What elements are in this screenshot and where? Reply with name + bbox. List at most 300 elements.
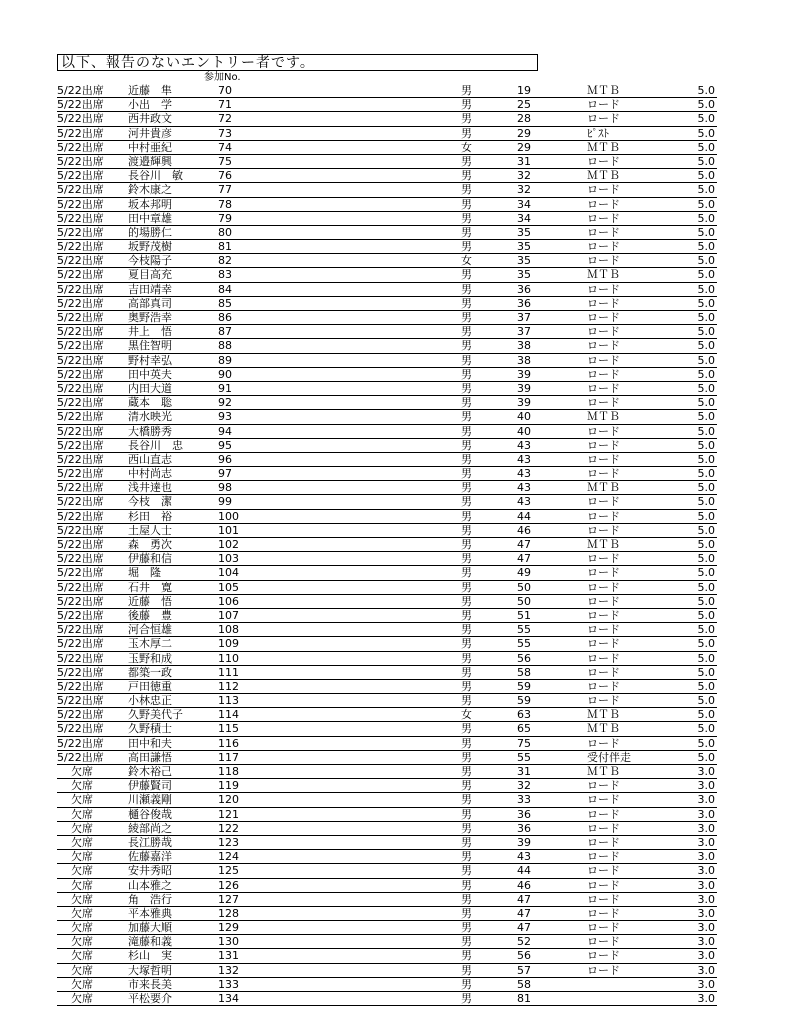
name-cell: 渡邉輝興	[128, 154, 172, 168]
distance-cell: 5.0	[697, 112, 715, 126]
category-cell: ロード	[587, 183, 620, 197]
name-cell: 河合恒雄	[128, 623, 172, 637]
age-cell: 47	[517, 921, 531, 935]
table-row	[57, 609, 717, 623]
entry-number-cell: 83	[218, 268, 232, 282]
status-cell: 5/22出席	[57, 651, 104, 665]
status-cell: 5/22出席	[57, 353, 104, 367]
distance-cell: 5.0	[697, 396, 715, 410]
entry-number-cell: 131	[218, 949, 239, 963]
age-cell: 47	[517, 552, 531, 566]
entry-number-cell: 124	[218, 850, 239, 864]
status-cell: 5/22出席	[57, 296, 104, 310]
name-cell: 加藤大順	[128, 921, 172, 935]
name-cell: 後藤 豊	[128, 608, 172, 622]
table-row	[57, 623, 717, 637]
entry-number-header: 参加No.	[204, 72, 241, 83]
distance-cell: 5.0	[697, 623, 715, 637]
name-cell: 坂本邦明	[128, 197, 172, 211]
table-row	[57, 765, 717, 779]
sex-cell: 男	[461, 623, 472, 637]
status-cell: 5/22出席	[57, 84, 104, 97]
category-cell: ロード	[587, 637, 620, 651]
status-cell: 5/22出席	[57, 566, 104, 580]
sex-cell: 男	[461, 665, 472, 679]
distance-cell: 3.0	[697, 992, 715, 1005]
category-cell: ロード	[587, 878, 620, 892]
entry-number-cell: 105	[218, 580, 239, 594]
age-cell: 36	[517, 807, 531, 821]
sex-cell: 男	[461, 921, 472, 935]
category-cell: ＭＴＢ	[587, 410, 620, 424]
name-cell: 川瀬義剛	[128, 793, 172, 807]
name-cell: 平松要介	[128, 992, 172, 1005]
status-cell: 5/22出席	[57, 594, 104, 608]
age-cell: 50	[517, 594, 531, 608]
category-cell: ロード	[587, 211, 620, 225]
entry-number-cell: 121	[218, 807, 239, 821]
sex-cell: 男	[461, 452, 472, 466]
table-row	[57, 226, 717, 240]
distance-cell: 5.0	[697, 566, 715, 580]
age-cell: 49	[517, 566, 531, 580]
category-cell: ＭＴＢ	[587, 268, 620, 282]
name-cell: 浅井達也	[128, 481, 172, 495]
age-cell: 44	[517, 864, 531, 878]
category-cell: ロード	[587, 240, 620, 254]
category-cell: ロード	[587, 580, 620, 594]
name-cell: 黒住智明	[128, 339, 172, 353]
table-row	[57, 84, 717, 98]
name-cell: 田中英夫	[128, 367, 172, 381]
category-cell: ロード	[587, 835, 620, 849]
name-cell: 蔵本 聡	[128, 396, 172, 410]
distance-cell: 3.0	[697, 921, 715, 935]
entry-number-cell: 117	[218, 750, 239, 764]
status-cell: 欠席	[71, 835, 93, 849]
entry-number-cell: 89	[218, 353, 232, 367]
age-cell: 58	[517, 665, 531, 679]
entry-number-cell: 84	[218, 282, 232, 296]
distance-cell: 3.0	[697, 765, 715, 778]
distance-cell: 3.0	[697, 977, 715, 991]
status-cell: 5/22出席	[57, 509, 104, 523]
age-cell: 65	[517, 722, 531, 736]
sex-cell: 男	[461, 835, 472, 849]
entry-number-cell: 97	[218, 467, 232, 481]
table-row	[57, 254, 717, 268]
distance-cell: 5.0	[697, 140, 715, 154]
table-row	[57, 396, 717, 410]
name-cell: 土屋人士	[128, 523, 172, 537]
sex-cell: 女	[461, 708, 472, 722]
distance-cell: 5.0	[697, 438, 715, 452]
table-row	[57, 410, 717, 424]
sex-cell: 男	[461, 126, 472, 140]
name-cell: 安井秀昭	[128, 864, 172, 878]
table-row	[57, 935, 717, 949]
entry-number-cell: 130	[218, 935, 239, 949]
age-cell: 43	[517, 495, 531, 509]
category-cell: ロード	[587, 438, 620, 452]
status-cell: 欠席	[71, 992, 93, 1005]
distance-cell: 5.0	[697, 481, 715, 495]
table-row	[57, 481, 717, 495]
age-cell: 43	[517, 452, 531, 466]
age-cell: 39	[517, 396, 531, 410]
category-cell: ロード	[587, 608, 620, 622]
status-cell: 5/22出席	[57, 282, 104, 296]
status-cell: 5/22出席	[57, 580, 104, 594]
status-cell: 欠席	[71, 821, 93, 835]
table-row	[57, 112, 717, 126]
sex-cell: 男	[461, 169, 472, 183]
age-cell: 81	[517, 992, 531, 1005]
age-cell: 44	[517, 509, 531, 523]
sex-cell: 男	[461, 438, 472, 452]
status-cell: 5/22出席	[57, 538, 104, 551]
distance-cell: 3.0	[697, 864, 715, 878]
table-row	[57, 283, 717, 297]
name-cell: 玉木厚二	[128, 637, 172, 651]
distance-cell: 5.0	[697, 722, 715, 736]
category-cell: ロード	[587, 225, 620, 239]
sex-cell: 男	[461, 935, 472, 949]
sex-cell: 男	[461, 467, 472, 481]
sex-cell: 男	[461, 651, 472, 665]
sex-cell: 男	[461, 793, 472, 807]
sex-cell: 女	[461, 254, 472, 268]
age-cell: 38	[517, 353, 531, 367]
distance-cell: 5.0	[697, 183, 715, 197]
category-cell: ロード	[587, 921, 620, 935]
name-cell: 滝藤和義	[128, 935, 172, 949]
category-cell: ロード	[587, 566, 620, 580]
distance-cell: 5.0	[697, 608, 715, 622]
status-cell: 5/22出席	[57, 225, 104, 239]
status-cell: 5/22出席	[57, 154, 104, 168]
entry-number-cell: 102	[218, 538, 239, 551]
entry-number-cell: 122	[218, 821, 239, 835]
distance-cell: 5.0	[697, 580, 715, 594]
status-cell: 5/22出席	[57, 736, 104, 750]
distance-cell: 5.0	[697, 339, 715, 353]
table-row	[57, 864, 717, 878]
status-cell: 欠席	[71, 793, 93, 807]
status-cell: 5/22出席	[57, 637, 104, 651]
entry-number-cell: 85	[218, 296, 232, 310]
table-row	[57, 382, 717, 396]
status-cell: 5/22出席	[57, 424, 104, 438]
table-row	[57, 949, 717, 963]
category-cell: 受付伴走	[587, 750, 631, 764]
entry-number-cell: 115	[218, 722, 239, 736]
category-cell: ロード	[587, 821, 620, 835]
category-cell: ロード	[587, 353, 620, 367]
distance-cell: 5.0	[697, 197, 715, 211]
table-row	[57, 751, 717, 765]
table-row	[57, 141, 717, 155]
category-cell: ロード	[587, 495, 620, 509]
distance-cell: 5.0	[697, 240, 715, 254]
age-cell: 46	[517, 878, 531, 892]
age-cell: 35	[517, 225, 531, 239]
sex-cell: 男	[461, 580, 472, 594]
name-cell: 中村尚志	[128, 467, 172, 481]
status-cell: 5/22出席	[57, 140, 104, 154]
sex-cell: 男	[461, 410, 472, 424]
age-cell: 63	[517, 708, 531, 722]
status-cell: 欠席	[71, 864, 93, 878]
entry-number-cell: 98	[218, 481, 232, 495]
name-cell: 市来長美	[128, 977, 172, 991]
sex-cell: 男	[461, 892, 472, 906]
entry-number-cell: 96	[218, 452, 232, 466]
sex-cell: 男	[461, 154, 472, 168]
name-cell: 野村幸弘	[128, 353, 172, 367]
entry-number-cell: 79	[218, 211, 232, 225]
age-cell: 55	[517, 623, 531, 637]
distance-cell: 5.0	[697, 169, 715, 183]
category-cell: ロード	[587, 98, 620, 112]
distance-cell: 5.0	[697, 509, 715, 523]
entry-number-cell: 87	[218, 325, 232, 339]
table-row	[57, 240, 717, 254]
table-row	[57, 212, 717, 226]
category-cell: ロード	[587, 694, 620, 708]
entry-number-cell: 90	[218, 367, 232, 381]
entry-number-cell: 95	[218, 438, 232, 452]
age-cell: 29	[517, 140, 531, 154]
status-cell: 5/22出席	[57, 438, 104, 452]
sex-cell: 男	[461, 552, 472, 566]
status-cell: 5/22出席	[57, 311, 104, 324]
category-cell: ロード	[587, 325, 620, 339]
sex-cell: 男	[461, 112, 472, 126]
age-cell: 59	[517, 694, 531, 708]
status-cell: 5/22出席	[57, 268, 104, 282]
age-cell: 56	[517, 651, 531, 665]
distance-cell: 5.0	[697, 424, 715, 438]
name-cell: 杉田 裕	[128, 509, 172, 523]
distance-cell: 5.0	[697, 538, 715, 551]
table-row	[57, 297, 717, 311]
sex-cell: 男	[461, 977, 472, 991]
sex-cell: 男	[461, 807, 472, 821]
status-cell: 5/22出席	[57, 623, 104, 637]
status-cell: 欠席	[71, 906, 93, 920]
name-cell: 清水映光	[128, 410, 172, 424]
entry-number-cell: 100	[218, 509, 239, 523]
entry-number-cell: 81	[218, 240, 232, 254]
entry-number-cell: 103	[218, 552, 239, 566]
name-cell: 平本雅典	[128, 906, 172, 920]
category-cell: ロード	[587, 651, 620, 665]
entry-number-cell: 80	[218, 225, 232, 239]
category-cell: ロード	[587, 452, 620, 466]
age-cell: 39	[517, 381, 531, 395]
status-cell: 5/22出席	[57, 211, 104, 225]
distance-cell: 5.0	[697, 750, 715, 764]
age-cell: 35	[517, 240, 531, 254]
name-cell: 石井 寛	[128, 580, 172, 594]
age-cell: 36	[517, 296, 531, 310]
age-cell: 43	[517, 481, 531, 495]
name-cell: 田中章雄	[128, 211, 172, 225]
status-cell: 5/22出席	[57, 452, 104, 466]
table-row	[57, 722, 717, 736]
table-row	[57, 368, 717, 382]
distance-cell: 5.0	[697, 211, 715, 225]
table-row	[57, 495, 717, 509]
name-cell: 綾部尚之	[128, 821, 172, 835]
entry-number-cell: 125	[218, 864, 239, 878]
age-cell: 55	[517, 637, 531, 651]
name-cell: 小林忠正	[128, 694, 172, 708]
table-row	[57, 566, 717, 580]
age-cell: 29	[517, 126, 531, 140]
entry-number-cell: 70	[218, 84, 232, 97]
distance-cell: 5.0	[697, 154, 715, 168]
status-cell: 欠席	[71, 949, 93, 963]
sex-cell: 男	[461, 211, 472, 225]
entry-number-cell: 76	[218, 169, 232, 183]
table-row	[57, 737, 717, 751]
sex-cell: 男	[461, 98, 472, 112]
age-cell: 58	[517, 977, 531, 991]
status-cell: 5/22出席	[57, 679, 104, 693]
category-cell: ロード	[587, 963, 620, 977]
sex-cell: 男	[461, 240, 472, 254]
status-cell: 5/22出席	[57, 608, 104, 622]
sex-cell: 男	[461, 268, 472, 282]
entry-number-cell: 133	[218, 977, 239, 991]
age-cell: 37	[517, 311, 531, 324]
table-row	[57, 694, 717, 708]
status-cell: 5/22出席	[57, 552, 104, 566]
entry-number-cell: 108	[218, 623, 239, 637]
table-row	[57, 127, 717, 141]
category-cell: ﾋﾟｽﾄ	[587, 126, 609, 140]
status-cell: 欠席	[71, 935, 93, 949]
sex-cell: 女	[461, 140, 472, 154]
name-cell: 高部真司	[128, 296, 172, 310]
sex-cell: 男	[461, 495, 472, 509]
table-row	[57, 907, 717, 921]
category-cell: ロード	[587, 296, 620, 310]
table-row	[57, 453, 717, 467]
distance-cell: 3.0	[697, 963, 715, 977]
age-cell: 43	[517, 850, 531, 864]
category-cell: ロード	[587, 509, 620, 523]
age-cell: 43	[517, 467, 531, 481]
table-row	[57, 708, 717, 722]
age-cell: 39	[517, 835, 531, 849]
status-cell: 5/22出席	[57, 665, 104, 679]
name-cell: 河井貴彦	[128, 126, 172, 140]
age-cell: 52	[517, 935, 531, 949]
distance-cell: 5.0	[697, 651, 715, 665]
table-row	[57, 893, 717, 907]
status-cell: 5/22出席	[57, 197, 104, 211]
age-cell: 47	[517, 906, 531, 920]
entry-number-cell: 109	[218, 637, 239, 651]
entry-table	[57, 84, 717, 1006]
sex-cell: 男	[461, 367, 472, 381]
age-cell: 36	[517, 282, 531, 296]
category-cell: ロード	[587, 424, 620, 438]
distance-cell: 5.0	[697, 268, 715, 282]
sex-cell: 男	[461, 608, 472, 622]
table-row	[57, 198, 717, 212]
sex-cell: 男	[461, 84, 472, 97]
distance-cell: 5.0	[697, 84, 715, 97]
status-cell: 欠席	[71, 892, 93, 906]
category-cell: ロード	[587, 367, 620, 381]
table-row	[57, 354, 717, 368]
category-cell: ＭＴＢ	[587, 169, 620, 183]
entry-number-cell: 111	[218, 665, 239, 679]
age-cell: 46	[517, 523, 531, 537]
name-cell: 長谷川 敏	[128, 169, 183, 183]
category-cell: ロード	[587, 779, 620, 793]
age-cell: 57	[517, 963, 531, 977]
age-cell: 50	[517, 580, 531, 594]
status-cell: 5/22出席	[57, 381, 104, 395]
age-cell: 39	[517, 367, 531, 381]
distance-cell: 5.0	[697, 225, 715, 239]
distance-cell: 5.0	[697, 452, 715, 466]
sex-cell: 男	[461, 765, 472, 778]
sex-cell: 男	[461, 509, 472, 523]
entry-number-cell: 99	[218, 495, 232, 509]
sex-cell: 男	[461, 339, 472, 353]
entry-number-cell: 82	[218, 254, 232, 268]
age-cell: 34	[517, 197, 531, 211]
name-cell: 伊藤和信	[128, 552, 172, 566]
name-cell: 森 勇次	[128, 538, 172, 551]
status-cell: 5/22出席	[57, 722, 104, 736]
name-cell: 今枝 潔	[128, 495, 172, 509]
entry-number-cell: 93	[218, 410, 232, 424]
table-row	[57, 666, 717, 680]
age-cell: 32	[517, 183, 531, 197]
table-row	[57, 779, 717, 793]
entry-number-cell: 132	[218, 963, 239, 977]
status-cell: 欠席	[71, 977, 93, 991]
sex-cell: 男	[461, 325, 472, 339]
name-cell: 中村亜紀	[128, 140, 172, 154]
category-cell: ロード	[587, 864, 620, 878]
table-row	[57, 155, 717, 169]
table-row	[57, 808, 717, 822]
entry-number-cell: 94	[218, 424, 232, 438]
sex-cell: 男	[461, 538, 472, 551]
distance-cell: 5.0	[697, 694, 715, 708]
table-row	[57, 822, 717, 836]
name-cell: 鈴木裕己	[128, 765, 172, 778]
age-cell: 31	[517, 154, 531, 168]
status-cell: 欠席	[71, 779, 93, 793]
distance-cell: 5.0	[697, 282, 715, 296]
entry-number-cell: 114	[218, 708, 239, 722]
table-row	[57, 425, 717, 439]
status-cell: 欠席	[71, 921, 93, 935]
sex-cell: 男	[461, 381, 472, 395]
distance-cell: 5.0	[697, 296, 715, 310]
distance-cell: 5.0	[697, 495, 715, 509]
distance-cell: 3.0	[697, 892, 715, 906]
